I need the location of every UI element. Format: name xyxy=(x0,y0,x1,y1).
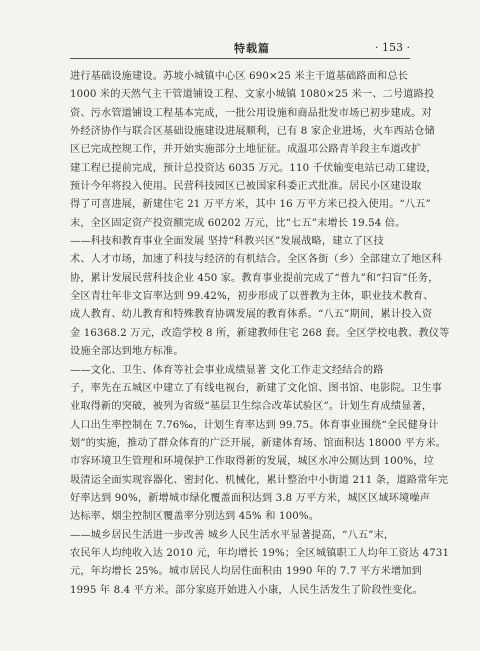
text-line: 1000 米的天然气主干管道铺设工程、文家小城镇 1080×25 米一、二号道路投 xyxy=(70,89,435,101)
text-line: 子，率先在五城区中建立了有线电视台，新建了文化馆、图书馆、电影院。卫生事 xyxy=(70,382,443,394)
text-line: 建工程已提前完成，预计总投资达 6035 万元。110 千伏输变电站已动工建设， xyxy=(70,162,437,174)
text-line: 预计今年将投入使用。民营科技园区已被国家科委正式批准。居民小区建设取 xyxy=(70,181,422,193)
text-line: 市容环境卫生管理和环境保护工作取得新的发展，城区水冲公厕达到 100%，垃 xyxy=(70,456,434,468)
text-line: 人口出生率控制在 7.76‰，计划生育率达到 99.75。体育事业围绕“全民健身计 xyxy=(70,419,439,431)
text-line: 业取得新的突破，被列为省级“基层卫生综合改革试验区”。计划生育成绩显著， xyxy=(70,401,433,413)
text-line: ——科技和教育事业全面发展 坚持“科教兴区”发展战略，建立了区技 xyxy=(70,236,384,248)
text-line: 金 16368.2 万元，改造学校 8 所，新建教师住宅 268 套。全区学校电教、教仪等 xyxy=(70,327,450,339)
text-line: 达标率、烟尘控制区覆盖率分别达到 45% 和 100%。 xyxy=(70,511,320,523)
page-number: · 153 · xyxy=(375,41,410,54)
text-line: 末，全区固定资产投资额完成 60202 万元，比“七五”末增长 19.54 倍。 xyxy=(70,217,406,229)
text-line: 资、污水管道铺设工程基本完成，一批公用设施和商品批发市场已初步建成。对 xyxy=(70,107,432,119)
text-line: 术、人才市场，加速了科技与经济的有机结合。全区各街（乡）全部建立了地区科 xyxy=(70,254,443,266)
section-title: 特载篇 xyxy=(234,42,270,55)
text-line: 全区青壮年非文盲率达到 99.42%，初步形成了以普教为主体，职业技术教育、 xyxy=(70,291,434,303)
text-line: 区已完成控规工作，并开始实施部分土地征征。成温邛公路青羊段主车道改扩 xyxy=(70,144,422,156)
text-line: 元，年均增长 25%。城市居民人均居住面积由 1990 年的 7.7 平方米增加到 xyxy=(70,566,422,578)
text-line: 设施全部达到地方标准。 xyxy=(70,346,184,358)
text-line: 成人教育、幼儿教育和特殊教育协调发展的教育体系。“八五”期间，累计投入资 xyxy=(70,309,433,321)
page-header xyxy=(70,40,410,56)
text-line: 划”的实施，推动了群众体育的广泛开展，新建体育场、馆面积达 18000 平方米。 xyxy=(70,437,447,449)
text-line: 协，累计发展民营科技企业 450 家。教育事业提前完成了“普九”和“扫盲”任务， xyxy=(70,272,439,284)
header-rule xyxy=(70,58,410,59)
text-line: 好率达到 90%，新增城市绿化覆盖面积达到 3.8 万平方米，城区区域环境噪声 xyxy=(70,492,431,504)
text-line: 圾清运全面实现容器化、密封化、机械化，累计整治中小街道 211 条，道路常年完 xyxy=(70,474,449,486)
text-line: 得了可喜进展，新建住宅 21 万平方米，其中 16 万平方米已投入使用。“八五” xyxy=(70,199,431,211)
text-line: ——城乡居民生活进一步改善 城乡人民生活水平显著提高，“八五”末， xyxy=(70,529,395,541)
text-line: 外经济协作与联合区基础设施建设进展顺利，已有 8 家企业进场，火车西站仓储 xyxy=(70,126,435,138)
body-text xyxy=(70,68,450,600)
text-line: 1995 年 8.4 平方米。部分家庭开始进入小康，人民生活发生了阶段性变化。 xyxy=(70,584,424,596)
text-line: 农民年人均纯收入达 2010 元，年均增长 19%；全区城镇职工人均年工资达 4731 xyxy=(70,547,450,559)
text-line: 进行基础设施建设。苏坡小城镇中心区 690×25 米主干道基础路面和总长 xyxy=(70,71,409,82)
text-line: ——文化、卫生、体育等社会事业成绩显著 文化工作走文经结合的路 xyxy=(70,364,384,376)
